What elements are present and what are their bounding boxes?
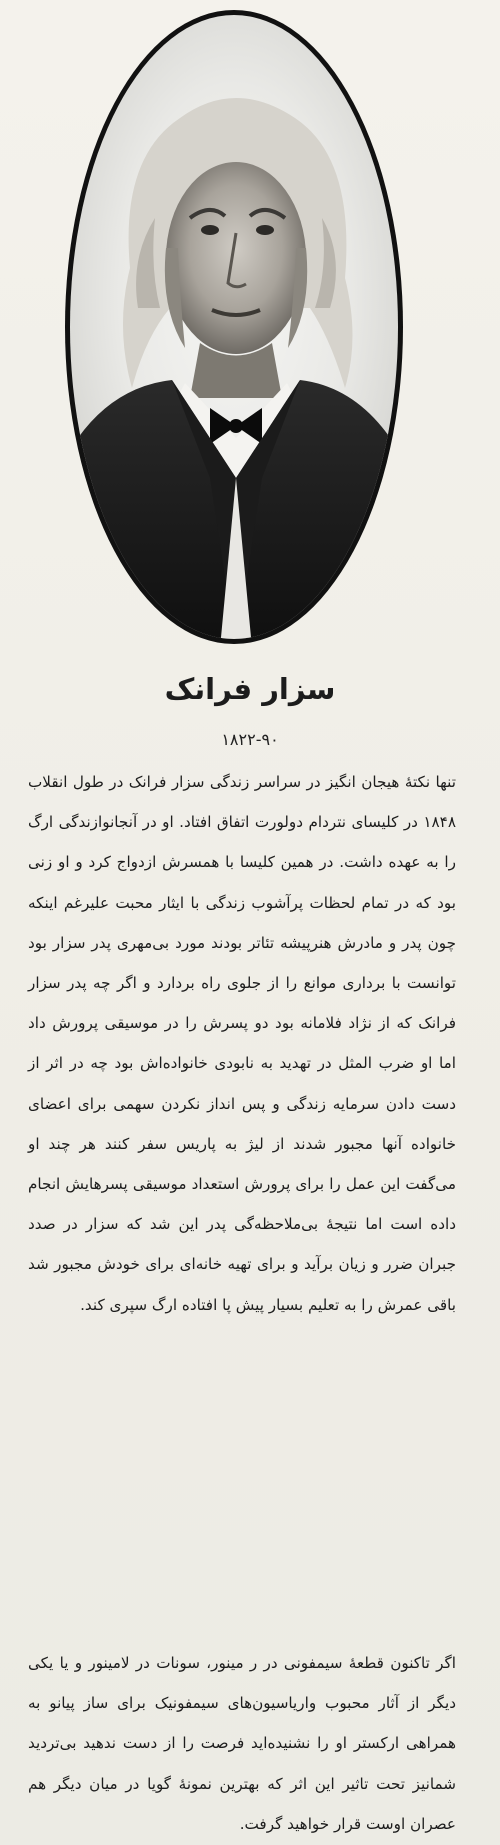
portrait-photo xyxy=(60,8,408,646)
paragraph-2 xyxy=(28,1643,472,1844)
page-title: سزار فرانک xyxy=(164,672,336,706)
paragraph-1 xyxy=(28,762,472,1325)
lifespan-dates: ۱۸۲۲-۹۰ xyxy=(221,730,279,749)
paragraph-2-text: اگر تاکنون قطعهٔ سیمفونی در ر مینور، سونات در لامینور و یا یکی دیگر از آثار محبوب واریاسیون‌های سیمفونیک برای ساز پیانو به همراهی ارکستر او را نشنیده‌اید فرصت را از دست ندهید بی‌تردید شمانیز تحت تاثیر این اثر که بهترین نمونهٔ گویا در میان دیگر هم عصران اوست قرار خواهید گرفت. xyxy=(28,1654,456,1833)
paragraph-1-text: تنها نکتهٔ هیجان انگیز در سراسر زندگی سزار فرانک در طول انقلاب ۱۸۴۸ در کلیسای نتردام دولورت اتفاق افتاد. او در آنجانوازندگی ارگ را به عهده داشت. در همین کلیسا با همسرش ازدواج کرد و او زنی بود که در تمام لحظات پرآشوب زندگی با ایثار محبت علیرغم اینکه چون پدر و مادرش هنرپیشه تئاتر بودند مورد بی‌مهری پدر سزار بود توانست با برداری موانع را از جلوی راه بردارد و اگر چه پدر سزار فرانک که از نژاد فلامانه بود دو پسرش را در موسیقی پرورش داد اما او ضرب المثل در تهدید به نابودی خانواده‌اش بود چه در اثر از دست دادن سرمایه زندگی و پس انداز نکردن سهمی برای اعضای خانواده آنها مجبور شدند از لیژ به پاریس سفر کنند هر چند او می‌گفت این عمل را برای پرورش استعداد موسیقی پسرهایش انجام داده است اما نتیجهٔ بی‌ملاحظه‌گی پدر این شد که سزار در صدد جبران ضرر و زیان برآید و برای تهیه خانه‌ای برای خودش مجبور شد باقی عمرش را به تعلیم بسیار پیش پا افتاده ارگ سپری کند. xyxy=(28,773,456,1314)
